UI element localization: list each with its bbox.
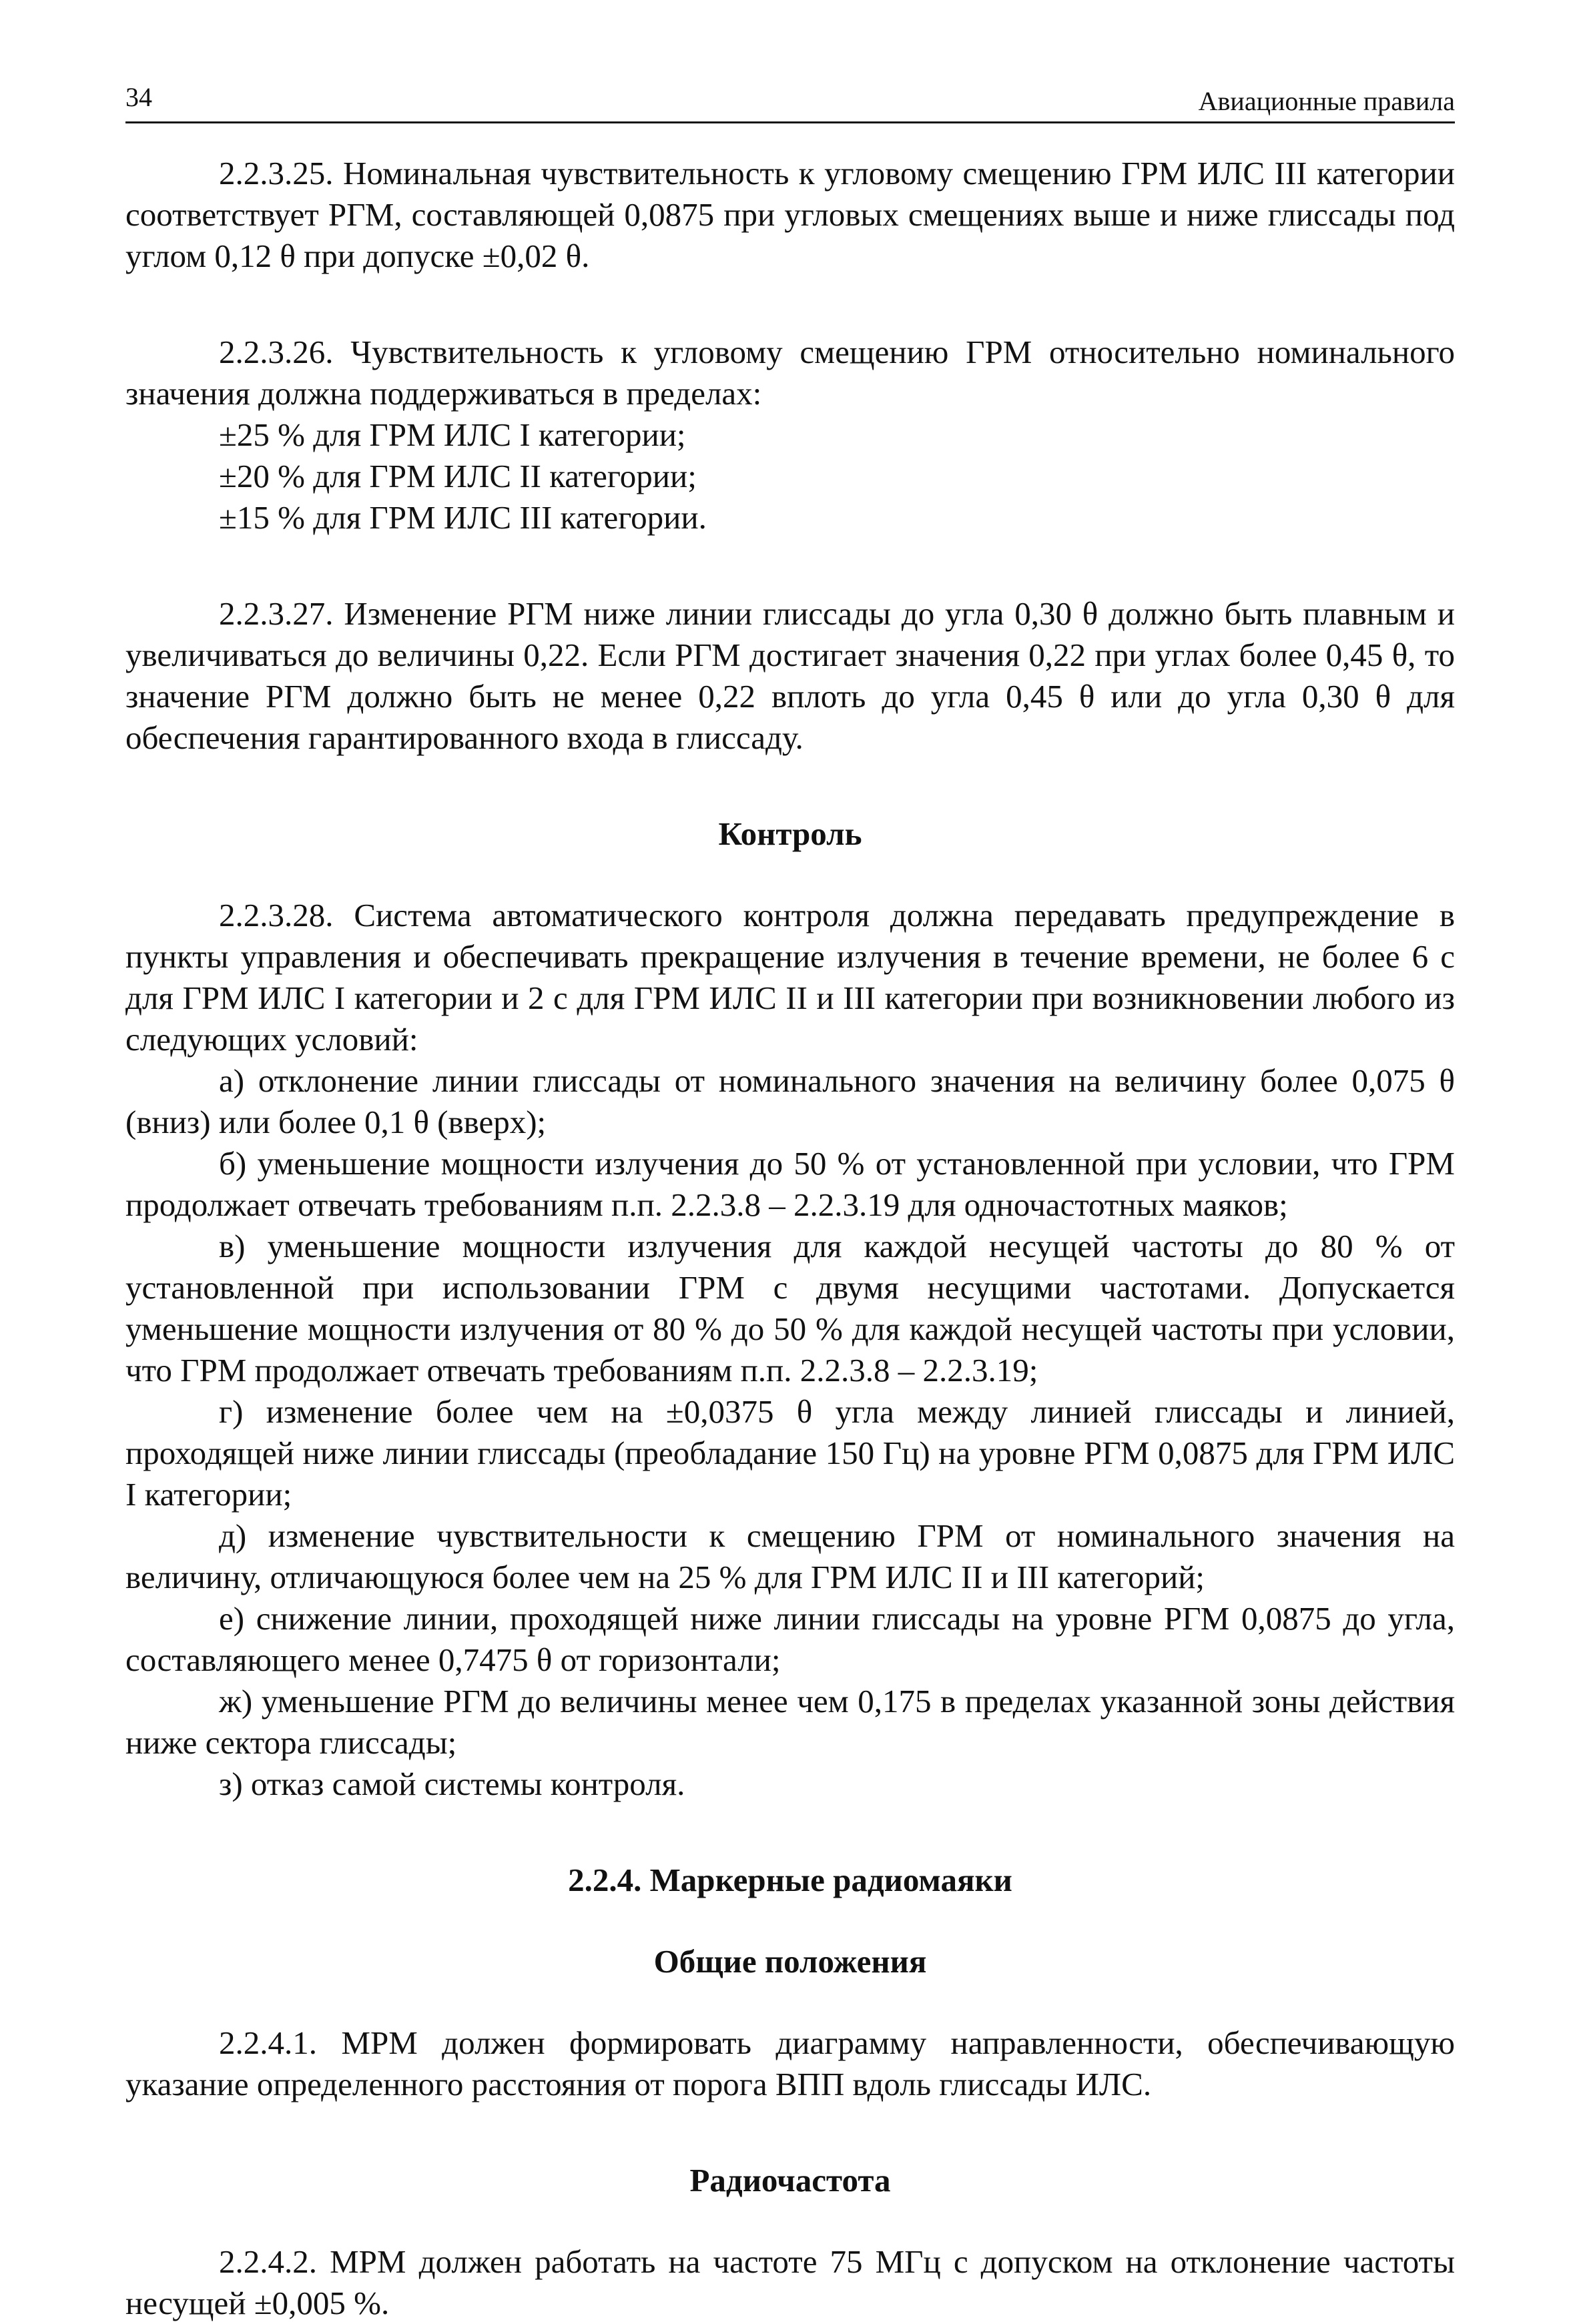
condition-item: б) уменьшение мощности излучения до 50 % от установленной при условии, что ГРМ продолжает отвечать требованиям п.п. 2.2.3.8 – 2.2.3.19 для одночастотных маяков; [125,1145,1455,1223]
section-heading-2-2-4: 2.2.4. Маркерные радиомаяки [568,1862,1012,1898]
page-content [125,153,1455,2324]
tolerance-item: ±25 % для ГРМ ИЛС I категории; [219,416,686,453]
running-title: Авиационные правила [1198,86,1455,116]
tolerance-item: ±15 % для ГРМ ИЛС III категории. [219,499,707,536]
subsection-heading-frequency: Радиочастота [689,2162,891,2199]
condition-item: ж) уменьшение РГМ до величины менее чем 0,175 в пределах указанной зоны действия ниже сектора глиссады; [125,1683,1455,1761]
paragraph-2-2-3-27: 2.2.3.27. Изменение РГМ ниже линии глиссады до угла 0,30 θ должно быть плавным и увеличиваться до величины 0,22. Если РГМ достигает значения 0,22 при углах более 0,45 θ, то значение РГМ должно быть не менее 0,22 вплоть до угла 0,45 θ или до угла 0,30 θ для обеспечения гарантированного входа в глиссаду. [125,595,1455,756]
paragraph-2-2-3-28: 2.2.3.28. Система автоматического контроля должна передавать предупреждение в пункты управления и обеспечивать прекращение излучения в течение времени, не более 6 с для ГРМ ИЛС I категории и 2 с для ГРМ ИЛС II и III категории при возникновении любого из следующих условий: [125,897,1455,1058]
paragraph-2-2-4-1: 2.2.4.1. МРМ должен формировать диаграмму направленности, обеспечивающую указание определенного расстояния от порога ВПП вдоль глиссады ИЛС. [125,2024,1455,2102]
paragraph-2-2-3-25: 2.2.3.25. Номинальная чувствительность к угловому смещению ГРМ ИЛС III категории соответствует РГМ, составляющей 0,0875 при угловых смещениях выше и ниже глиссады под углом 0,12 θ при допуске ±0,02 θ. [125,155,1455,274]
condition-item: з) отказ самой системы контроля. [219,1766,685,1802]
paragraph-2-2-3-26: 2.2.3.26. Чувствительность к угловому смещению ГРМ относительно номинального значения должна поддерживаться в пределах: [125,334,1455,412]
paragraph-2-2-4-2: 2.2.4.2. МРМ должен работать на частоте 75 МГц с допуском на отклонение частоты несущей ±0,005 %. [125,2243,1455,2321]
condition-item: е) снижение линии, проходящей ниже линии глиссады на уровне РГМ 0,0875 до угла, составляющего менее 0,7475 θ от горизонтали; [125,1600,1455,1678]
page-header [125,73,1455,123]
tolerance-item: ±20 % для ГРМ ИЛС II категории; [219,458,697,494]
section-heading-kontrol: Контроль [718,815,862,852]
condition-item: г) изменение более чем на ±0,0375 θ угла между линией глиссады и линией, проходящей ниже линии глиссады (преобладание 150 Гц) на уровне РГМ 0,0875 для ГРМ ИЛС I категории; [125,1393,1455,1513]
condition-item: в) уменьшение мощности излучения для каждой несущей частоты до 80 % от установленной при использовании ГРМ с двумя несущими частотами. Допускается уменьшение мощности излучения от 80 % до 50 % для каждой несущей частоты при условии, что ГРМ продолжает отвечать требованиям п.п. 2.2.3.8 – 2.2.3.19; [125,1228,1455,1389]
document-page [125,73,1455,2324]
page-number: 34 [125,82,152,112]
condition-item: д) изменение чувствительности к смещению ГРМ от номинального значения на величину, отличающуюся более чем на 25 % для ГРМ ИЛС II и III категорий; [125,1517,1455,1595]
subsection-heading-general: Общие положения [653,1943,927,1980]
condition-item: а) отклонение линии глиссады от номинального значения на величину более 0,075 θ (вниз) или более 0,1 θ (вверх); [125,1062,1455,1140]
